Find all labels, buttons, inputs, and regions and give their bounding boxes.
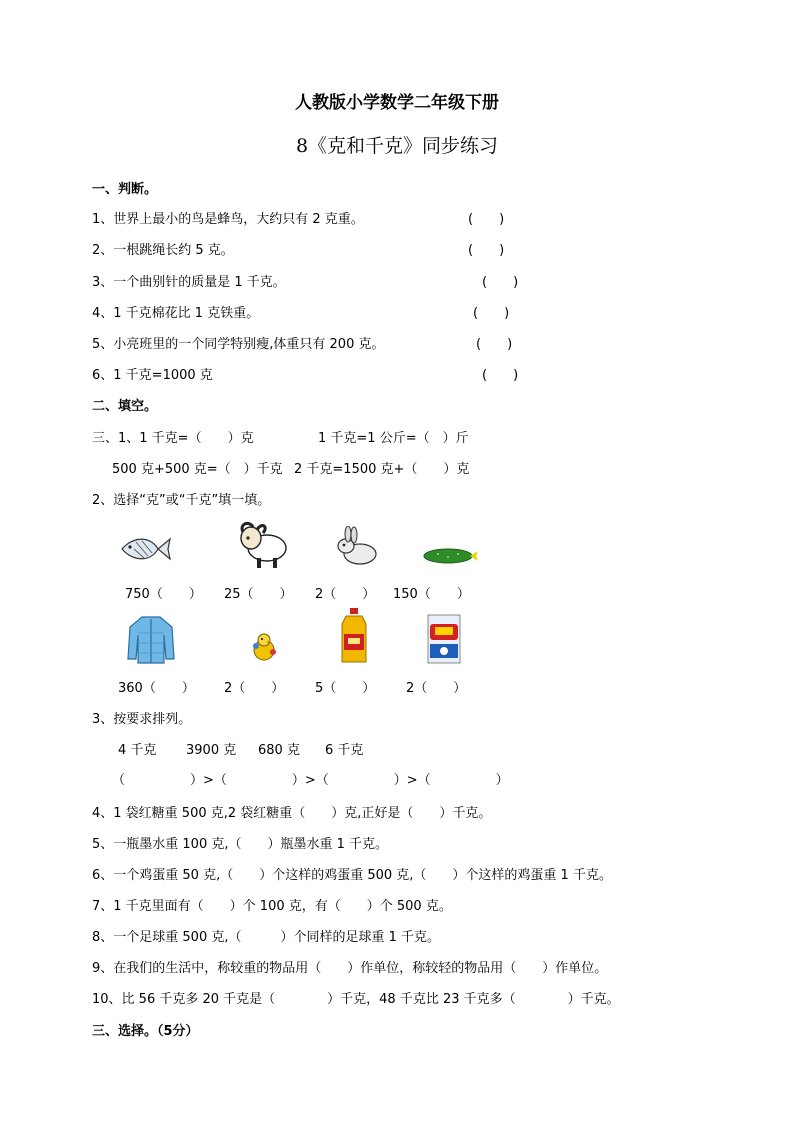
fill-q3-prompt: 3、按要求排列。: [92, 712, 192, 727]
q2-label: 2（ ）: [315, 587, 376, 602]
judge-item: 3、一个曲别针的质量是 1 千克。: [92, 275, 286, 290]
q2-label: 2（ ）: [224, 681, 285, 696]
fill-item: 9、在我们的生活中，称较重的物品用（ ）作单位，称较轻的物品用（ ）作单位。: [92, 961, 608, 976]
fill-item: 10、比 56 千克多 20 千克是（ ）千克，48 千克比 23 千克多（ ）千克。: [92, 992, 620, 1007]
q3-value: 680 克: [258, 743, 300, 758]
judge-item: 5、小亮班里的一个同学特别瘦,体重只有 200 克。: [92, 337, 385, 352]
fill-item: 5、一瓶墨水重 100 克,（ ）瓶墨水重 1 千克。: [92, 837, 389, 852]
q2-label: 25（ ）: [224, 587, 293, 602]
chick-icon: [249, 632, 279, 664]
fill-item: 4、1 袋红糖重 500 克,2 袋红糖重（ ）克,正好是（ ）千克。: [92, 806, 492, 821]
judge-item: 2、一根跳绳长约 5 克。: [92, 243, 234, 258]
fill-q2-prompt: 2、选择“克”或“千克”填一填。: [92, 493, 271, 508]
fill-q1-line1b: 1 千克=1 公斤=（ ）斤: [318, 431, 469, 446]
section-heading-judge: 一、判断。: [92, 182, 158, 197]
detergent-icon: [427, 614, 461, 664]
judge-paren: ( ): [468, 212, 505, 227]
section-heading-choice: 三、选择。（5分）: [92, 1024, 199, 1039]
fill-q1-line2b: 2 千克=1500 克+（ ）克: [294, 462, 470, 477]
q2-label: 150（ ）: [393, 587, 470, 602]
judge-paren: ( ): [468, 243, 505, 258]
q2-label: 2（ ）: [406, 681, 467, 696]
fish-icon: [118, 533, 172, 565]
section-heading-fill: 二、填空。: [92, 399, 158, 414]
rabbit-icon: [334, 526, 382, 566]
page-title: 人教版小学数学二年级下册: [295, 93, 499, 113]
page-subtitle: 8《克和千克》同步练习: [295, 135, 499, 157]
judge-paren: ( ): [473, 306, 510, 321]
q2-label: 360（ ）: [118, 681, 195, 696]
q3-order: （ ）>（ ）>（ ）>（ ）: [112, 773, 509, 788]
fill-item: 7、1 千克里面有（ ）个 100 克，有（ ）个 500 克。: [92, 899, 452, 914]
cucumber-icon: [422, 546, 480, 566]
judge-item: 6、1 千克=1000 克: [92, 368, 213, 383]
oil-bottle-icon: [340, 608, 368, 664]
q3-value: 3900 克: [186, 743, 237, 758]
q3-value: 6 千克: [325, 743, 364, 758]
judge-item: 1、世界上最小的鸟是蜂鸟，大约只有 2 克重。: [92, 212, 364, 227]
sheep-icon: [237, 518, 289, 570]
judge-paren: ( ): [482, 275, 519, 290]
q2-label: 750（ ）: [125, 587, 202, 602]
fill-item: 6、一个鸡蛋重 50 克,（ ）个这样的鸡蛋重 500 克,（ ）个这样的鸡蛋重 1 千克。: [92, 868, 612, 883]
fill-q1-line1a: 三、1、1 千克=（ ）克: [92, 431, 254, 446]
fill-q1-line2a: 500 克+500 克=（ ）千克: [112, 462, 283, 477]
judge-paren: ( ): [482, 368, 519, 383]
judge-paren: ( ): [476, 337, 513, 352]
q2-label: 5（ ）: [315, 681, 376, 696]
q3-value: 4 千克: [118, 743, 157, 758]
fill-item: 8、一个足球重 500 克,（ ）个同样的足球重 1 千克。: [92, 930, 441, 945]
judge-item: 4、1 千克棉花比 1 克铁重。: [92, 306, 260, 321]
jacket-icon: [126, 613, 176, 665]
